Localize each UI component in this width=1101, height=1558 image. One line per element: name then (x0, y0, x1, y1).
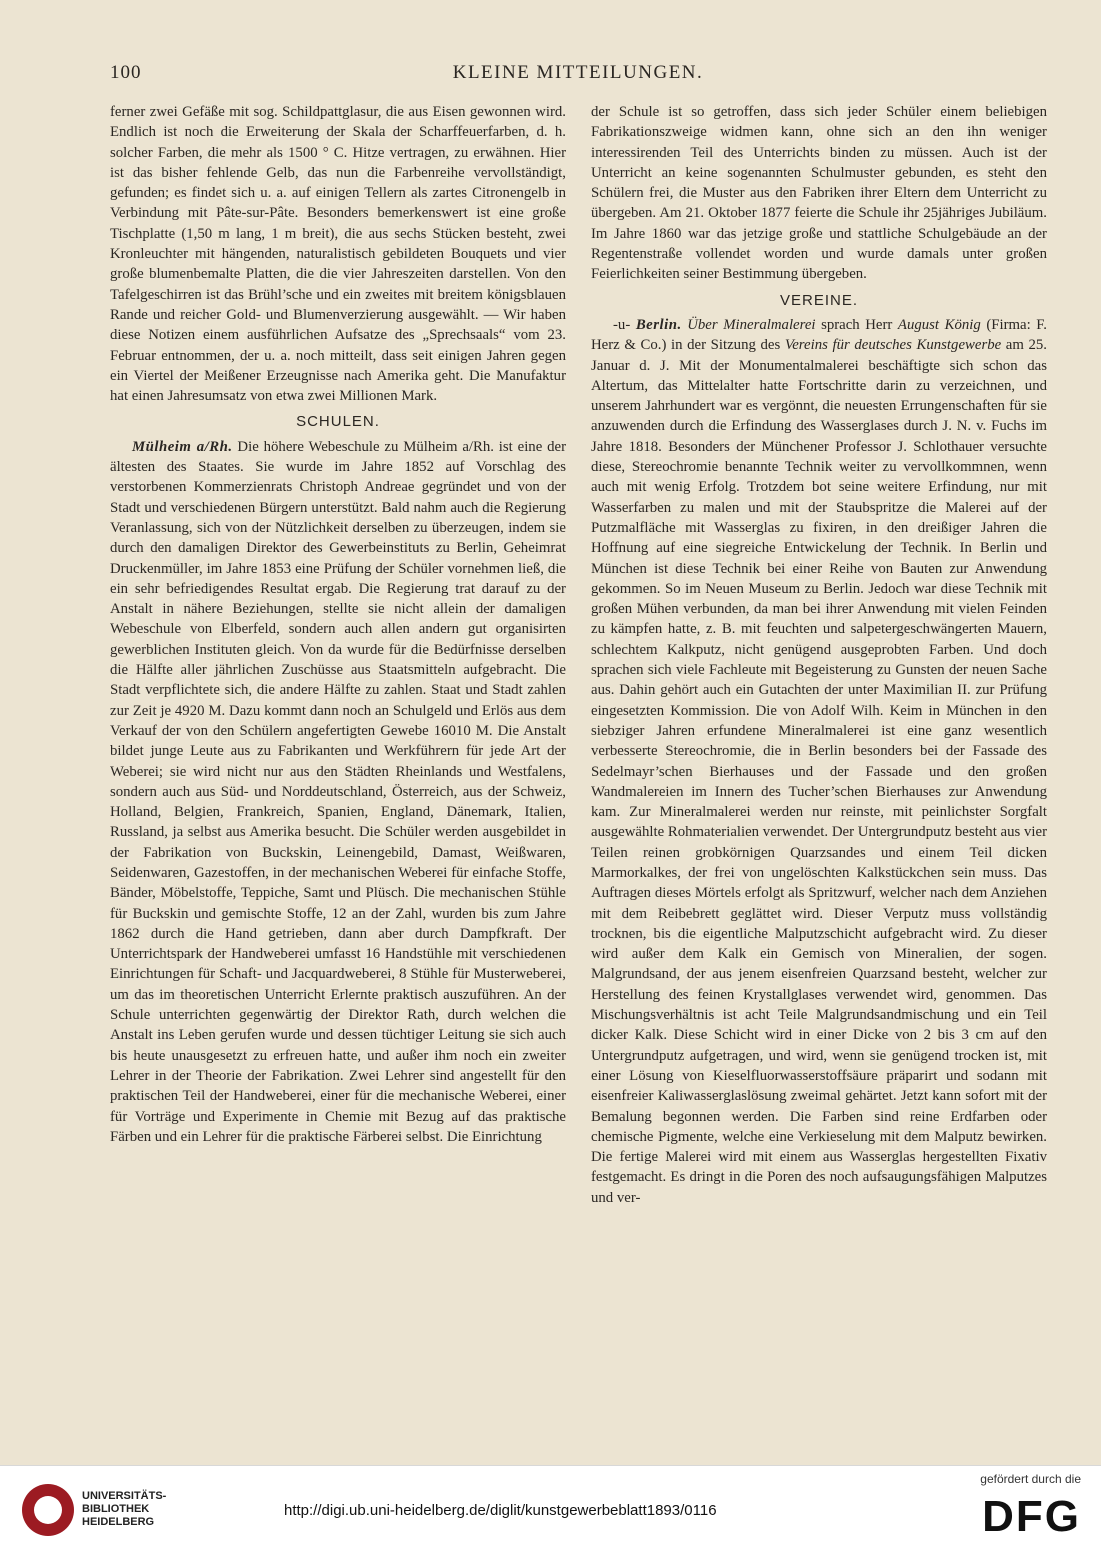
paragraph-berlin (591, 315, 1047, 1208)
paragraph-berlin-text: am 25. Januar d. J. Mit der Monumentalmalerei beschäftigte sich schon das Altertum, das Mittelalter hatte Fortschritte darin zu verzeichnen, und unserem Jahrhundert war es vergönnt, die neuesten Errungenschaften für sie anzuwenden durch die Erfindung des Wasserglases durch J. N. v. Fuchs im Jahre 1818. Besonders der Münchener Professor J. Schlothauer versuchte diese, Stereochromie benannte Technik weiter zu vervollkommnen, wenn auch mit wenig Erfolg. Trotzdem bot seine weitere Erfindung, nur mit Wasserfarben zu malen und mit der Staubspritze die Malerei auf der Putzmalfläche mit Wasserglas zu fixiren, in den dreißiger Jahren die Hoffnung auf eine siegreiche Entwickelung der Technik. In Berlin und München ist diese Technik bei einer Reihe von Bauten zur Anwendung gekommen. So im Neuen Museum zu Berlin. Jedoch war diese Technik mit großen Mühen verbunden, da man bei ihrer Anwendung mit vielen Feinden zu kämpfen hatte, z. B. mit feuchten und salpetergeschwängerten Mauern, schlechtem Kalkputz, nicht genügend ausgeprobten Farben. Und doch sprachen sich viele Fachleute mit Begeisterung zu Gunsten der neuen Sache aus. Dahin gehört auch ein Gutachten der unter Maximilian II. zur Prüfung eingesetzten Kommission. Die von Adolf Wilh. Keim in München in den siebziger Jahren erfundene Mineralmalerei ist eine ganz wesentlich verbesserte Stereochromie, die in Berlin besonders bei der Fassade des Sedelmayr’schen Bierhauses und der Fassade und den großen Wandmalereien im Innern des Tucher’schen Bierhauses zur Anwendung kam. Zur Mineralmalerei werden nur reinste, mit peinlichster Sorgfalt ausgewählte Rohmaterialien verwendet. Der Untergrundputz besteht aus vier Teilen reinen grobkörnigen Quarzsandes und einem Teil dicken Marmorkalkes, der frei von ungelöschten Kalkstückchen sein muss. Das Auftragen dieses Mörtels erfolgt als Spritzwurf, welcher nach dem Anziehen mit dem Reibebrett geglättet wird. Dieser Verputz muss vollständig trocknen, bis die eigentliche Malputzschicht aufgebracht wird. Zu dieser wird außer dem Kalk ein Gemisch von Mineralien, der sogen. Malgrundsand, der aus jenem eisenfreien Quarzsand besteht, welcher zur Herstellung des feinen Krystallglases verwendet wird, genommen. Das Mischungsverhältnis ist acht Teile Malgrundsandmischung und ein Teil dicker Kalk. Diese Schicht wird in einer Dicke von 2 bis 3 cm auf den Untergrundputz aufgetragen, und wird, wenn sie genügend trocken ist, mit einer Lösung von Kieselfluorwasserstoffsäure präparirt und sodann mit eisenfreier Kaliwasserglaslösung zweimal gehärtet. Jetzt kann sofort mit der Bemalung begonnen werden. Die Farben sind reine Erdfarben oder chemische Pigmente, welche eine Verkieselung mit dem Malputz bewirken. Die fertige Malerei wird mit einem aus Wasserglas hergestellten Fixativ festgemacht. Es dringt in die Poren des noch aufsaugungsfähigen Malputzes und ver- (591, 337, 1047, 1206)
topic-mineralmalerei: Über Mineralmalerei (681, 316, 816, 333)
funded-by-label: gefördert durch die (980, 1472, 1081, 1486)
library-name (82, 1490, 166, 1529)
section-heading-vereine: VEREINE. (779, 291, 859, 309)
university-library-logo[interactable] (22, 1480, 172, 1544)
dfg-logo: DFG (982, 1492, 1081, 1541)
right-column (591, 102, 1047, 1208)
paragraph-porzellan: ferner zwei Gefäße mit sog. Schildpattglasur, die aus Eisen gewonnen wird. Endlich ist noch die Erweiterung der Skala der Scharffeuerfarben, d. h. solcher Farben, die mehr als 1500 ° C. Hitze vertragen, zu erwähnen. Hier ist das bisher fehlende Gelb, das nun die Farbenreihe vervollständigt, gefunden; es findet sich u. a. auf einigen Tellern als zartes Citronengelb in Verbindung mit Pâte-sur-Pâte. Besonders bemerkenswert ist eine große Tischplatte (1,50 m lang, 1 m breit), die aus sechs Stücken besteht, zwei Kronleuchter mit hängenden, naturalistisch gebildeten Bouquets und vier große blumenbemalte Platten, die die vier Jahreszeiten darstellen. Von den Tafelgeschirren ist das Brühl’sche und ein zweites mit breitem königsblauen Rande und reicher Gold- und Blumenverzierung ausgewählt. — Wir haben diese Notizen einem ausführlichen Aufsatze des „Sprechsaals“ vom 23. Februar entnommen, der u. a. noch mitteilt, dass seit einigen Jahren gegen ein Viertel der Meißener Erzeugnisse nach Amerika geht. Die Manufaktur hat einen Jahresumsatz von etwa zwei Millionen Mark. (110, 104, 566, 405)
library-name-line1: UNIVERSITÄTS- (82, 1490, 167, 1502)
text-segment-a: sprach Herr (815, 316, 898, 333)
library-name-line2: BIBLIOTHEK (82, 1503, 150, 1515)
paragraph-schule-end: der Schule ist so getroffen, dass sich jeder Schüler einem beliebigen Fabrikationszweige widmen kann, ohne sich an den ihn weniger interessirenden Teil des Unterrichts binden zu müssen. Auch ist der Unterricht an keine sogenannten Schulmuster gebunden, es steht den Schülern frei, die Muster aus den Fabriken ihrer Eltern dem Unterricht zu übergeben. Am 21. Oktober 1877 feierte die Schule ihr 25jähriges Jubiläum. Im Jahre 1860 war das jetzige große und stattliche Schulgebäude an der Regentenstraße vollendet worden und wurde damals unter großen Feierlichkeiten seiner Bestimmung übergeben. (591, 104, 1047, 283)
lead-in-muelheim: Mülheim a/Rh. (132, 438, 233, 455)
section-heading-schulen: SCHULEN. (296, 413, 380, 431)
page-number: 100 (110, 62, 142, 83)
paragraph-muelheim (110, 437, 566, 1147)
dfg-block[interactable] (961, 1472, 1081, 1542)
library-name-line3: HEIDELBERG (82, 1516, 155, 1528)
lead-in-berlin: Berlin. (635, 316, 682, 333)
running-head: KLEINE MITTEILUNGEN. (452, 62, 704, 83)
footer-bar (0, 1465, 1101, 1558)
permalink-url[interactable]: http://digi.ub.uni-heidelberg.de/diglit/kunstgewerbeblatt1893/0116 (284, 1502, 717, 1519)
text-segment-b: (Firma: F. Herz & Co.) in der Sitzung des (591, 316, 1048, 354)
page-header (108, 62, 1048, 90)
verein-name: Vereins für deutsches Kunstgewerbe (784, 337, 1002, 354)
author-mark: -u- (613, 316, 636, 333)
left-column (110, 102, 566, 1147)
university-seal-icon (22, 1484, 74, 1536)
speaker-name: August König (897, 316, 981, 333)
paragraph-muelheim-text: Die höhere Webeschule zu Mülheim a/Rh. ist eine der ältesten des Staates. Sie wurde im Jahre 1852 auf Vorschlag des verstorbenen Kommerzienrats Christoph Andreae gegründet und von der Stadt und verschiedenen Bürgern unterstützt. Bald nahm auch die Regierung Veranlassung, sich von der Nützlichkeit derselben zu überzeugen, indem sie durch den damaligen Direktor des Gewerbeinstituts zu Berlin, Geheimrat Druckenmüller, im Jahre 1853 eine Prüfung der Schüler vornehmen ließ, die ein sehr befriedigendes Resultat ergab. Die Regierung trat darauf zu der Anstalt in nähere Beziehungen, stellte sie nicht allein der damaligen Webeschule von Elberfeld, sondern auch allen andern gut organisirten gewerblichen Instituten gleich. Von da wurde für die Bedürfnisse derselben die Hälfte aller jährlichen Zuschüsse aus Staatsmitteln aufgebracht. Die Stadt verpflichtete sich, die andere Hälfte zu zahlen. Staat und Stadt zahlen zur Zeit je 4920 M. Dazu kommt dann noch an Schulgeld und Erlös aus dem Verkauf der von den Schülern angefertigten Gewebe 16010 M. Die Anstalt bildet junge Leute aus zu Fabrikanten und Werkführern für jede Art der Weberei; sie wird nicht nur aus den Städten Rheinlands und Westfalens, sondern auch aus Süd- und Norddeutschland, Österreich, aus der Schweiz, Holland, Belgien, Frankreich, Spanien, England, Dänemark, Italien, Russland, ja selbst aus Amerika besucht. Die Schüler werden ausgebildet in der Fabrikation von Buckskin, Leinengebild, Damast, Weißwaren, Seidenwaren, Gazestoffen, in der mechanischen Weberei für einfache Stoffe, Bänder, Möbelstoffe, Teppiche, Samt und Plüsch. Die mechanischen Stühle für Buckskin und gemischte Stoffe, 12 an der Zahl, wurden bis zum Jahre 1862 durch die Hand getrieben, dann aber durch Dampfkraft. Der Unterrichtspark der Handweberei umfasst 16 Handstühle mit verschiedenen Einrichtungen für Schaft- und Jacquardweberei, 8 Stühle für Musterweberei, um das im theoretischen Unterricht Erlernte praktisch auszuführen. An der Schule unterrichten gegenwärtig der Direktor Rath, durch welchen die Anstalt ins Leben gerufen wurde und dessen tüchtiger Leitung sie sich auch bis heute unausgesetzt zu erfreuen hatte, und außer ihm noch ein zweiter Lehrer in der Theorie der Fabrikation. Zwei Lehrer sind angestellt für den praktischen Teil der Handweberei, einer für die mechanische Weberei, einer für Vorträge und Experimente in Chemie mit Bezug auf das praktische Färben und ein Lehrer für die praktische Färberei selbst. Die Einrichtung (110, 438, 567, 1145)
